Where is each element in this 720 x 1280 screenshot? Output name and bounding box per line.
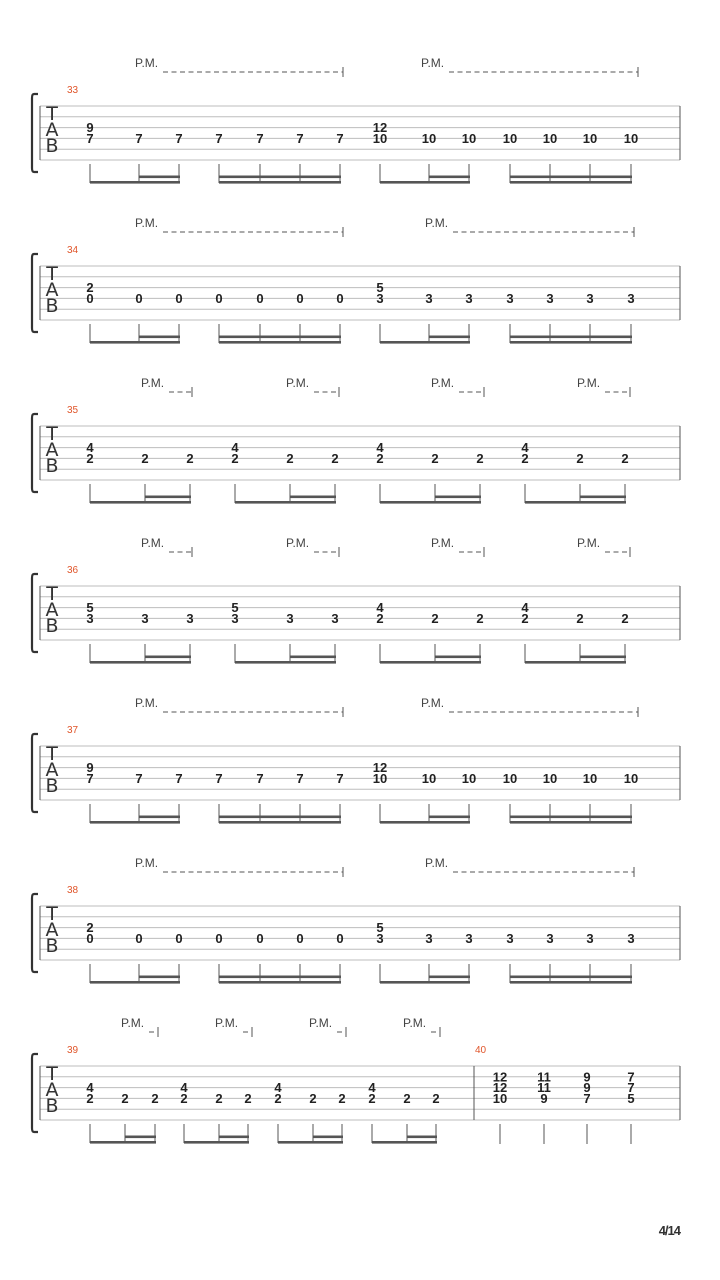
fret-number: 7: [135, 130, 143, 146]
staff-bracket: [32, 1054, 38, 1132]
beam-secondary: [139, 816, 180, 819]
fret-number: 4: [521, 600, 529, 616]
fret-number: 3: [231, 610, 239, 626]
staff-bracket: [32, 894, 38, 972]
beam: [380, 341, 470, 344]
palm-mute-label: P.M.: [135, 216, 159, 230]
fret-number: 2: [274, 1090, 282, 1106]
fret-number: 10: [623, 770, 639, 786]
palm-mute-label: P.M.: [141, 376, 165, 390]
beam-secondary: [139, 976, 180, 979]
measure-number: 40: [475, 1045, 487, 1056]
fret-number: 0: [175, 930, 183, 946]
palm-mute-label: P.M.: [431, 376, 455, 390]
beam: [525, 661, 626, 664]
tab-clef-letter: T: [46, 903, 58, 925]
tab-clef-letter: B: [45, 135, 59, 157]
beam: [510, 981, 632, 984]
fret-number: 2: [521, 450, 529, 466]
fret-number: 7: [256, 770, 264, 786]
palm-mute-label: P.M.: [135, 56, 159, 70]
fret-number: 10: [421, 130, 437, 146]
beam-secondary: [435, 496, 481, 499]
fret-number: 3: [546, 930, 554, 946]
fret-number: 3: [627, 930, 635, 946]
beam: [380, 501, 481, 504]
fret-number: 7: [336, 130, 344, 146]
palm-mute-label: P.M.: [403, 1016, 427, 1030]
fret-number: 4: [368, 1080, 376, 1096]
beam: [90, 661, 191, 664]
tab-clef-letter: T: [46, 743, 58, 765]
fret-number: 7: [175, 130, 183, 146]
beam: [219, 341, 341, 344]
fret-number: 0: [215, 290, 223, 306]
fret-number: 2: [576, 610, 584, 626]
fret-number: 2: [121, 1090, 129, 1106]
beam: [219, 821, 341, 824]
staff-bracket: [32, 254, 38, 332]
fret-number: 9: [583, 1080, 591, 1096]
measure-number: 39: [67, 1045, 79, 1056]
fret-number: 9: [583, 1069, 591, 1085]
palm-mute-label: P.M.: [421, 56, 445, 70]
measure-number: 34: [67, 245, 79, 256]
tab-clef-letter: A: [45, 439, 59, 461]
beam-secondary: [290, 656, 336, 659]
fret-number: 3: [506, 930, 514, 946]
beam-secondary: [429, 176, 470, 179]
fret-number: 7: [336, 770, 344, 786]
fret-number: 3: [86, 610, 94, 626]
fret-number: 0: [86, 290, 94, 306]
fret-number: 4: [376, 440, 384, 456]
fret-number: 0: [296, 290, 304, 306]
fret-number: 2: [432, 1090, 440, 1106]
fret-number: 3: [546, 290, 554, 306]
measure-number: 36: [67, 565, 79, 576]
tab-clef-letter: T: [46, 423, 58, 445]
fret-number: 2: [376, 610, 384, 626]
beam: [510, 821, 632, 824]
fret-number: 2: [338, 1090, 346, 1106]
fret-number: 4: [521, 440, 529, 456]
beam-secondary: [435, 656, 481, 659]
palm-mute-label: P.M.: [141, 536, 165, 550]
fret-number: 2: [521, 610, 529, 626]
tab-clef-letter: T: [46, 103, 58, 125]
fret-number: 2: [231, 450, 239, 466]
beam: [90, 341, 180, 344]
fret-number: 4: [376, 600, 384, 616]
measure-number: 38: [67, 885, 79, 896]
fret-number: 2: [286, 450, 294, 466]
beam: [219, 181, 341, 184]
fret-number: 0: [135, 290, 143, 306]
fret-number: 12: [372, 760, 388, 776]
fret-number: 3: [586, 290, 594, 306]
fret-number: 12: [492, 1069, 508, 1085]
fret-number: 3: [376, 930, 384, 946]
tab-clef-letter: B: [45, 1095, 59, 1117]
fret-number: 0: [175, 290, 183, 306]
beam-secondary: [510, 976, 632, 979]
fret-number: 7: [86, 130, 94, 146]
fret-number: 10: [502, 130, 518, 146]
beam: [510, 341, 632, 344]
palm-mute-label: P.M.: [425, 216, 449, 230]
staff-bracket: [32, 94, 38, 172]
tab-clef-letter: B: [45, 775, 59, 797]
beam: [278, 1141, 343, 1144]
fret-number: 10: [461, 130, 477, 146]
beam-secondary: [290, 496, 336, 499]
beam: [219, 981, 341, 984]
palm-mute-label: P.M.: [286, 376, 310, 390]
beam: [90, 821, 180, 824]
fret-number: 5: [376, 920, 384, 936]
fret-number: 0: [215, 930, 223, 946]
beam-secondary: [510, 816, 632, 819]
beam: [235, 661, 336, 664]
fret-number: 2: [431, 610, 439, 626]
staff-bracket: [32, 734, 38, 812]
fret-number: 0: [86, 930, 94, 946]
palm-mute-label: P.M.: [121, 1016, 145, 1030]
tab-clef-letter: A: [45, 279, 59, 301]
staff-bracket: [32, 574, 38, 652]
palm-mute-label: P.M.: [286, 536, 310, 550]
palm-mute-label: P.M.: [577, 376, 601, 390]
fret-number: 2: [151, 1090, 159, 1106]
fret-number: 12: [492, 1080, 508, 1096]
tab-clef-letter: A: [45, 919, 59, 941]
beam-secondary: [510, 176, 632, 179]
fret-number: 3: [465, 290, 473, 306]
beam: [380, 981, 470, 984]
fret-number: 2: [86, 280, 94, 296]
fret-number: 3: [331, 610, 339, 626]
beam-secondary: [145, 496, 191, 499]
staff-bracket: [32, 414, 38, 492]
fret-number: 2: [403, 1090, 411, 1106]
tab-clef-letter: A: [45, 759, 59, 781]
fret-number: 9: [86, 120, 94, 136]
beam-secondary: [429, 976, 470, 979]
fret-number: 5: [86, 600, 94, 616]
fret-number: 4: [231, 440, 239, 456]
fret-number: 10: [542, 130, 558, 146]
tab-clef-letter: B: [45, 455, 59, 477]
fret-number: 0: [336, 290, 344, 306]
fret-number: 5: [627, 1090, 635, 1106]
beam-secondary: [219, 976, 341, 979]
palm-mute-label: P.M.: [135, 696, 159, 710]
fret-number: 10: [542, 770, 558, 786]
fret-number: 2: [576, 450, 584, 466]
fret-number: 2: [476, 450, 484, 466]
tab-clef-letter: B: [45, 935, 59, 957]
measure-number: 37: [67, 725, 79, 736]
palm-mute-label: P.M.: [421, 696, 445, 710]
measure-number: 33: [67, 85, 79, 96]
measure-number: 35: [67, 405, 79, 416]
tab-clef-letter: T: [46, 263, 58, 285]
fret-number: 10: [582, 130, 598, 146]
tab-clef-letter: T: [46, 583, 58, 605]
fret-number: 2: [621, 450, 629, 466]
fret-number: 0: [256, 930, 264, 946]
fret-number: 2: [368, 1090, 376, 1106]
beam-secondary: [145, 656, 191, 659]
fret-number: 3: [586, 930, 594, 946]
fret-number: 3: [506, 290, 514, 306]
palm-mute-label: P.M.: [309, 1016, 333, 1030]
fret-number: 7: [256, 130, 264, 146]
fret-number: 0: [256, 290, 264, 306]
fret-number: 12: [372, 120, 388, 136]
fret-number: 0: [296, 930, 304, 946]
fret-number: 2: [86, 450, 94, 466]
beam: [235, 501, 336, 504]
fret-number: 2: [186, 450, 194, 466]
tab-clef-letter: B: [45, 615, 59, 637]
fret-number: 0: [135, 930, 143, 946]
fret-number: 7: [215, 130, 223, 146]
tab-clef-letter: T: [46, 1063, 58, 1085]
beam-secondary: [580, 496, 626, 499]
beam-secondary: [313, 1136, 343, 1139]
fret-number: 7: [296, 130, 304, 146]
fret-number: 3: [627, 290, 635, 306]
page-number: 4/14: [658, 1223, 680, 1238]
fret-number: 7: [86, 770, 94, 786]
fret-number: 4: [86, 440, 94, 456]
fret-number: 10: [461, 770, 477, 786]
fret-number: 2: [476, 610, 484, 626]
fret-number: 0: [336, 930, 344, 946]
fret-number: 2: [376, 450, 384, 466]
beam: [380, 821, 470, 824]
palm-mute-label: P.M.: [431, 536, 455, 550]
fret-number: 10: [372, 770, 388, 786]
beam-secondary: [219, 1136, 249, 1139]
beam: [184, 1141, 249, 1144]
fret-number: 2: [180, 1090, 188, 1106]
beam-secondary: [580, 656, 626, 659]
fret-number: 5: [231, 600, 239, 616]
fret-number: 5: [376, 280, 384, 296]
fret-number: 10: [421, 770, 437, 786]
fret-number: 2: [331, 450, 339, 466]
fret-number: 7: [627, 1080, 635, 1096]
fret-number: 4: [86, 1080, 94, 1096]
tab-clef-letter: B: [45, 295, 59, 317]
fret-number: 7: [135, 770, 143, 786]
beam: [380, 661, 481, 664]
fret-number: 9: [540, 1090, 548, 1106]
palm-mute-label: P.M.: [215, 1016, 239, 1030]
beam: [380, 181, 470, 184]
beam: [372, 1141, 437, 1144]
beam-secondary: [125, 1136, 156, 1139]
fret-number: 2: [86, 1090, 94, 1106]
beam-secondary: [219, 176, 341, 179]
beam-secondary: [429, 336, 470, 339]
fret-number: 10: [623, 130, 639, 146]
beam-secondary: [219, 816, 341, 819]
palm-mute-label: P.M.: [577, 536, 601, 550]
tab-clef-letter: A: [45, 1079, 59, 1101]
fret-number: 3: [425, 930, 433, 946]
fret-number: 11: [537, 1080, 551, 1096]
fret-number: 2: [86, 920, 94, 936]
fret-number: 4: [180, 1080, 188, 1096]
beam-secondary: [510, 336, 632, 339]
fret-number: 3: [376, 290, 384, 306]
fret-number: 2: [621, 610, 629, 626]
fret-number: 10: [582, 770, 598, 786]
fret-number: 2: [215, 1090, 223, 1106]
fret-number: 2: [244, 1090, 252, 1106]
fret-number: 3: [141, 610, 149, 626]
tab-clef-letter: A: [45, 599, 59, 621]
palm-mute-label: P.M.: [135, 856, 159, 870]
fret-number: 10: [492, 1090, 508, 1106]
fret-number: 3: [286, 610, 294, 626]
fret-number: 2: [431, 450, 439, 466]
fret-number: 10: [372, 130, 388, 146]
tab-clef-letter: A: [45, 119, 59, 141]
fret-number: 3: [465, 930, 473, 946]
beam-secondary: [407, 1136, 437, 1139]
fret-number: 11: [537, 1069, 551, 1085]
fret-number: 9: [86, 760, 94, 776]
fret-number: 2: [141, 450, 149, 466]
fret-number: 7: [627, 1069, 635, 1085]
beam-secondary: [429, 816, 470, 819]
fret-number: 3: [425, 290, 433, 306]
beam-secondary: [139, 336, 180, 339]
beam: [525, 501, 626, 504]
palm-mute-label: P.M.: [425, 856, 449, 870]
beam: [90, 181, 180, 184]
beam: [90, 981, 180, 984]
fret-number: 4: [274, 1080, 282, 1096]
beam: [90, 1141, 156, 1144]
fret-number: 7: [175, 770, 183, 786]
beam-secondary: [139, 176, 180, 179]
fret-number: 7: [215, 770, 223, 786]
fret-number: 2: [309, 1090, 317, 1106]
beam: [90, 501, 191, 504]
fret-number: 7: [583, 1090, 591, 1106]
beam: [510, 181, 632, 184]
fret-number: 7: [296, 770, 304, 786]
beam-secondary: [219, 336, 341, 339]
fret-number: 10: [502, 770, 518, 786]
fret-number: 3: [186, 610, 194, 626]
